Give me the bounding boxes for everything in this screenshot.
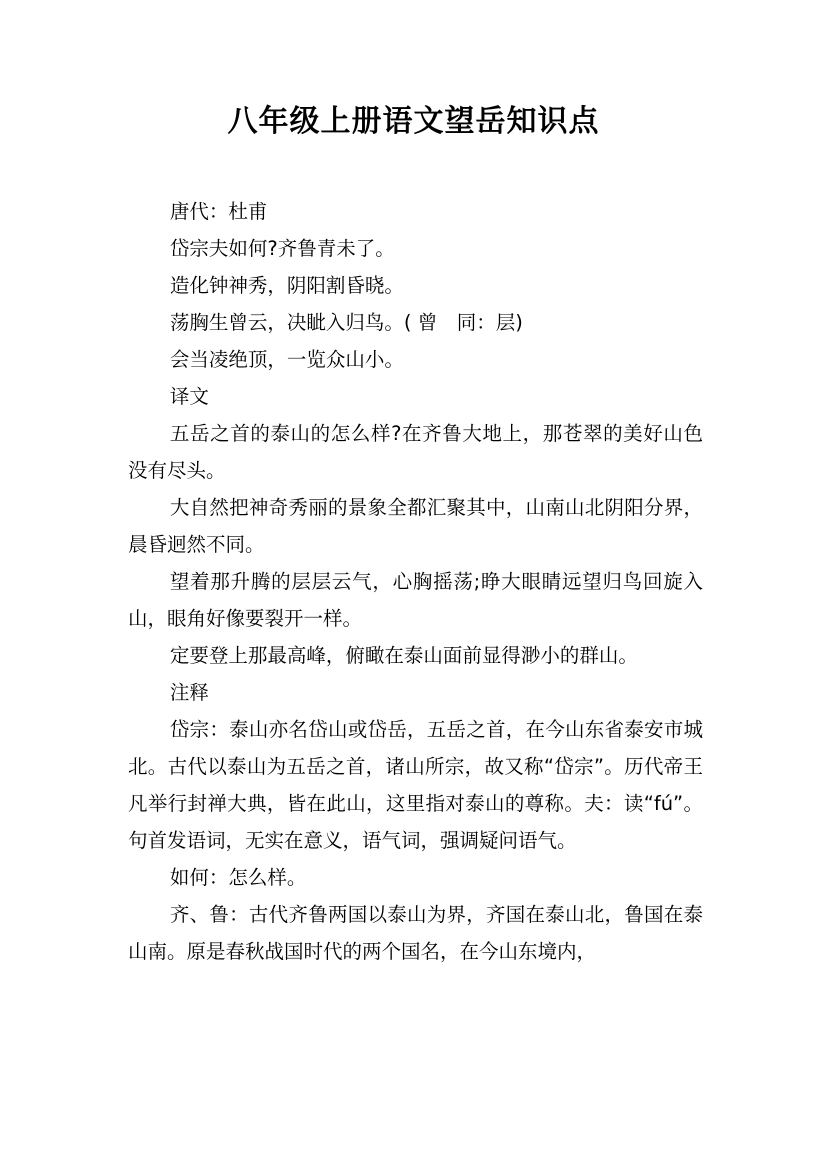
document-title: 八年级上册语文望岳知识点 [227, 104, 600, 139]
paragraph: 五岳之首的泰山的怎么样?在齐鲁大地上，那苍翠的美好山色没有尽头。 [128, 422, 703, 482]
paragraph: 造化钟神秀，阴阳割昏晓。 [169, 274, 404, 297]
paragraph: 定要登上那最高峰，俯瞰在泰山面前显得渺小的群山。 [169, 644, 638, 667]
paragraph: 大自然把神奇秀丽的景象全都汇聚其中，山南山北阴阳分界，晨昏迥然不同。 [128, 496, 703, 556]
section-heading: 译文 [169, 385, 209, 408]
paragraph: 岱宗：泰山亦名岱山或岱岳，五岳之首，在今山东省泰安市城北。古代以泰山为五岳之首，诸山所宗，故又称“岱宗”。历代帝王凡举行封禅大典，皆在此山，这里指对泰山的尊称。夫：读“fú”。句首发语词，无实在意义，语气词，强调疑问语气。 [128, 718, 703, 852]
paragraph: 荡胸生曾云，决眦入归鸟。( 曾 同：层) [169, 311, 523, 334]
section-heading: 注释 [169, 681, 209, 704]
paragraph: 如何：怎么样。 [169, 866, 307, 889]
paragraph: 望着那升腾的层层云气，心胸摇荡;睁大眼睛远望归鸟回旋入山，眼角好像要裂开一样。 [128, 570, 703, 630]
paragraph: 唐代：杜甫 [169, 200, 268, 223]
paragraph: 会当凌绝顶，一览众山小。 [169, 348, 404, 371]
paragraph: 齐、鲁：古代齐鲁两国以泰山为界，齐国在泰山北，鲁国在泰山南。原是春秋战国时代的两个国名，在今山东境内， [128, 903, 703, 963]
document-body [128, 193, 703, 970]
paragraph: 岱宗夫如何?齐鲁青未了。 [169, 237, 395, 260]
